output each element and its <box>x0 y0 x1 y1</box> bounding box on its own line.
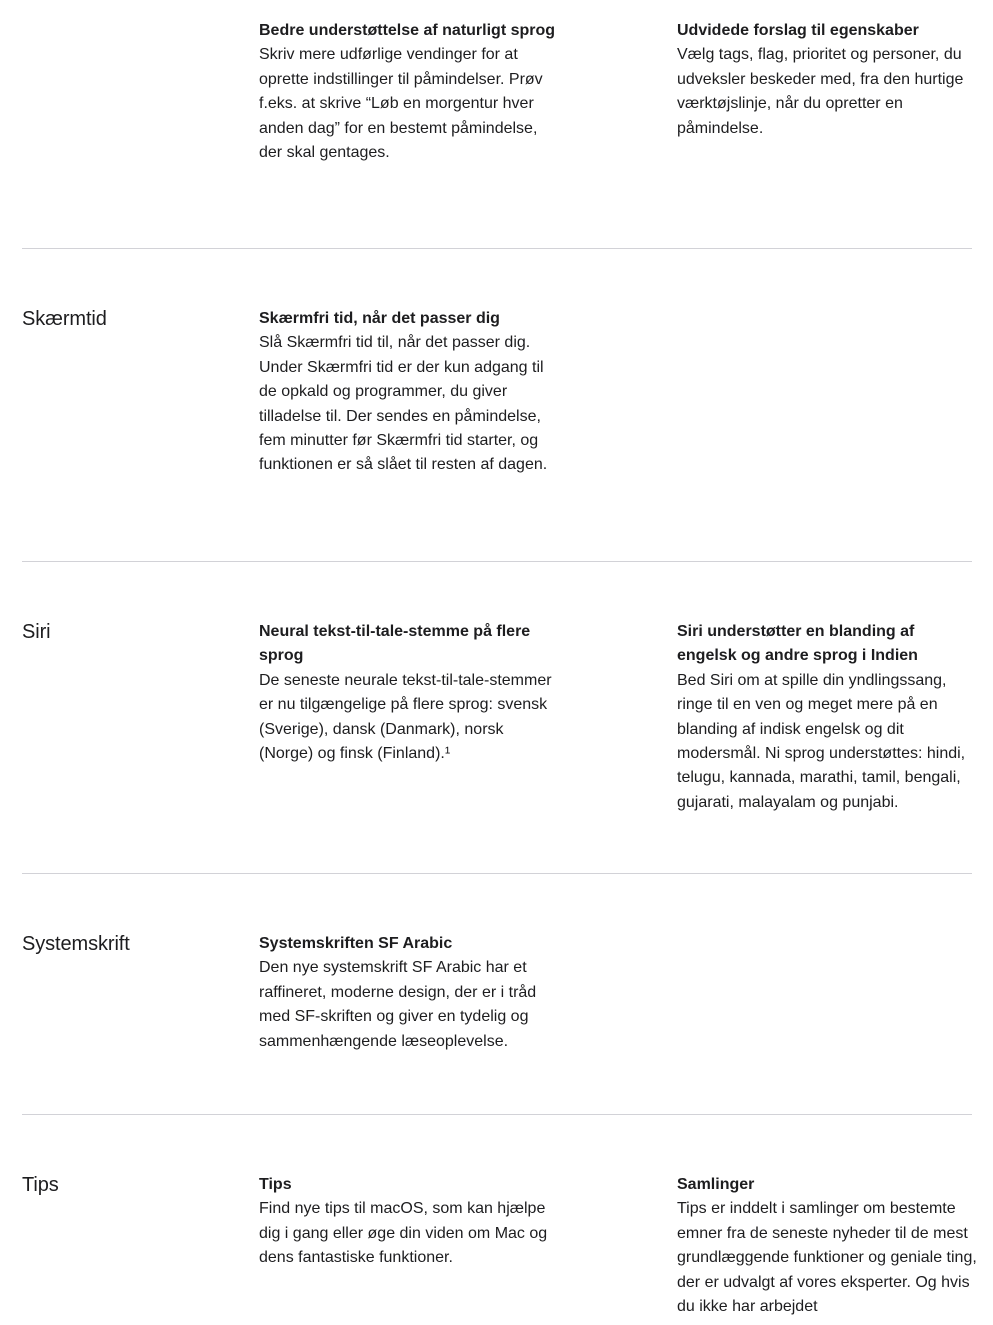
feature-title: Udvidede forslag til egenskaber <box>677 22 919 39</box>
section-divider <box>22 248 972 249</box>
feature-attribute-suggestions <box>677 19 977 141</box>
feature-title: Samlinger <box>677 1176 755 1193</box>
feature-siri-mixed-language <box>677 620 977 815</box>
feature-body: Skriv mere udførlige vendinger for at oprette indstillinger til påmindelser. Prøv f.eks. at skrive “Løb en morgentur hver anden dag” for en bestemt påmindelse, der skal gentages. <box>259 46 543 162</box>
feature-body: Tips er inddelt i samlinger om bestemte emner fra de seneste nyheder til de mest grundlæggende funktioner og geniale ting, der er udvalgt af vores eksperter. Og hvis du ikke har arbejdet <box>677 1200 977 1316</box>
feature-title: Siri understøtter en blanding af engelsk og andre sprog i Indien <box>677 623 918 665</box>
feature-title: Neural tekst-til-tale-stemme på flere sprog <box>259 623 531 665</box>
feature-body: Slå Skærmfri tid til, når det passer dig. Under Skærmfri tid er der kun adgang til de opkald og programmer, du giver tilladelse til. Der sendes en påmindelse, fem minutter før Skærmfri tid starter, og funktionen er så slået til resten af dagen. <box>259 334 548 474</box>
feature-body: De seneste neurale tekst-til-tale-stemmer er nu tilgængelige på flere sprog: svensk (Sverige), dansk (Danmark), norsk (Norge) og finsk (Finland).¹ <box>259 671 552 763</box>
section-title: Skærmtid <box>22 308 107 330</box>
feature-body: Vælg tags, flag, prioritet og personer, du udveksler beskeder med, fra den hurtige værktøjslinje, når du opretter en påmindelse. <box>677 46 964 137</box>
feature-title: Bedre understøttelse af naturligt sprog <box>259 22 556 39</box>
section-title: Systemskrift <box>22 933 130 955</box>
section-divider <box>22 873 972 874</box>
section-divider <box>22 1114 972 1115</box>
feature-neural-tts <box>259 620 559 766</box>
section-title: Siri <box>22 621 51 643</box>
feature-title: Skærmfri tid, når det passer dig <box>259 310 500 327</box>
feature-natural-language <box>259 19 559 165</box>
feature-downtime <box>259 307 559 478</box>
feature-title: Systemskriften SF Arabic <box>259 935 453 952</box>
section-title: Tips <box>22 1174 59 1196</box>
feature-title: Tips <box>259 1176 292 1193</box>
feature-tips <box>259 1173 559 1271</box>
feature-sf-arabic <box>259 932 559 1054</box>
feature-collections <box>677 1173 977 1319</box>
feature-body: Find nye tips til macOS, som kan hjælpe dig i gang eller øge din viden om Mac og dens fantastiske funktioner. <box>259 1200 548 1267</box>
section-divider <box>22 561 972 562</box>
feature-body: Bed Siri om at spille din yndlingssang, ringe til en ven og meget mere på en blanding af indisk engelsk og dit modersmål. Ni sprog understøttes: hindi, telugu, kannada, marathi, tamil, bengali, gujarati, malayalam og punjabi. <box>677 671 966 811</box>
feature-body: Den nye systemskrift SF Arabic har et raffineret, moderne design, der er i tråd med SF-skriften og giver en tydelig og sammenhængende læseoplevelse. <box>259 959 537 1050</box>
